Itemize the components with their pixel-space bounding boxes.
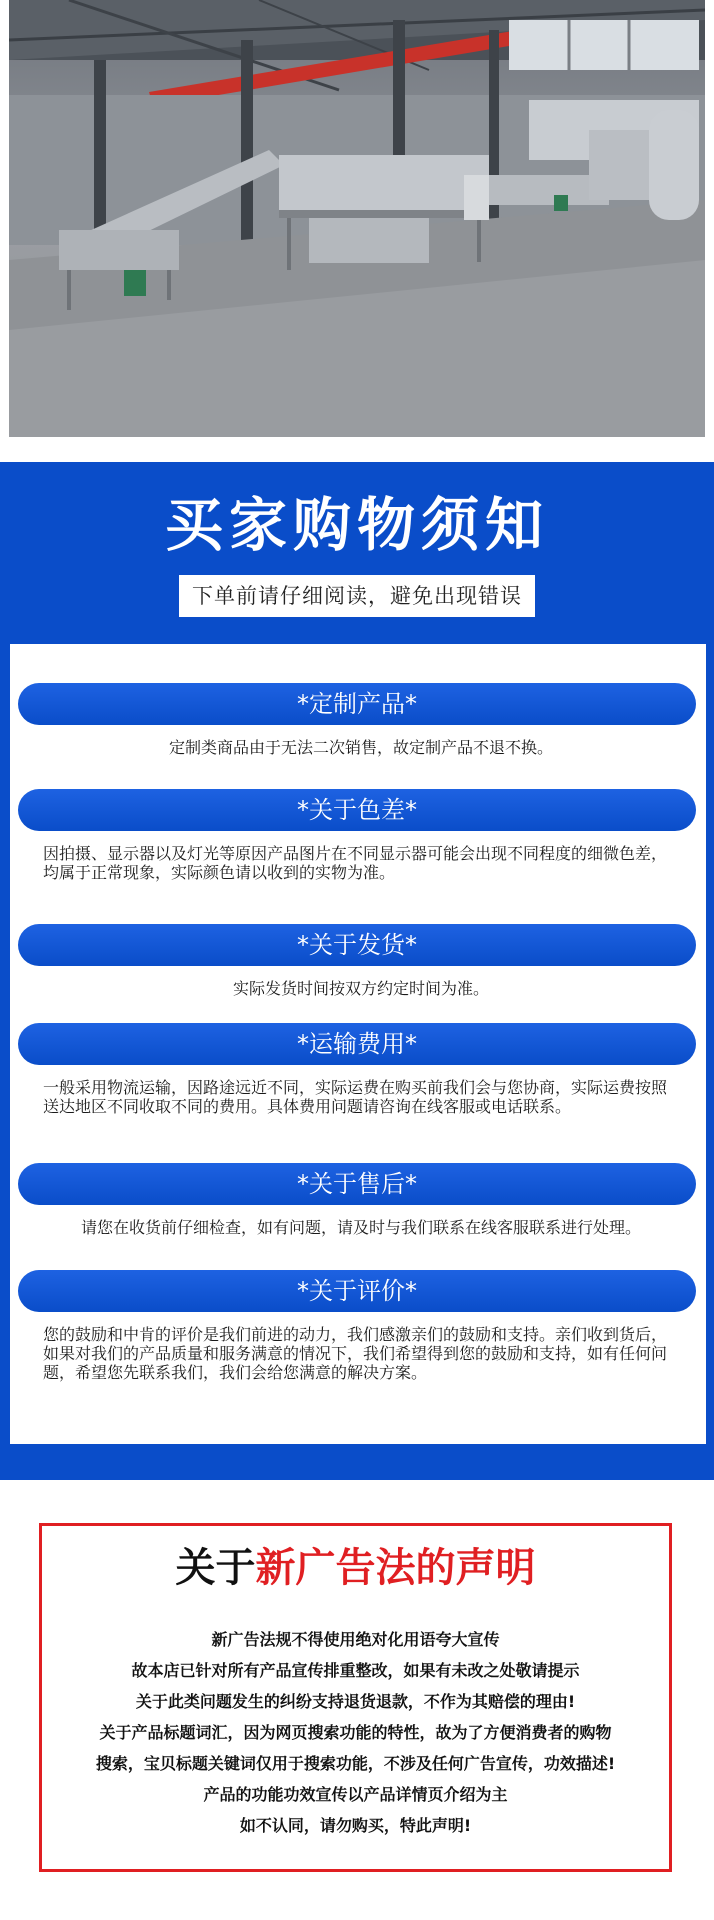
declaration-line: 新广告法规不得使用绝对化用语夸大宣传	[211, 1630, 500, 1649]
section-text-color-difference: 因拍摄、显示器以及灯光等原因产品图片在不同显示器可能会出现不同程度的细微色差，均属于正常现象，实际颜色请以收到的实物为准。	[43, 844, 668, 882]
section-heading-after-sales: *关于售后*	[18, 1163, 696, 1205]
notice-subtitle: 下单前请仔细阅读，避免出现错误	[179, 575, 535, 617]
section-text-shipping-cost: 一般采用物流运输，因路途远近不同，实际运费在购买前我们会与您协商，实际运费按照送达地区不同收取不同的费用。具体费用问题请咨询在线客服或电话联系。	[43, 1078, 668, 1116]
notice-title: 买家购物须知	[164, 491, 549, 559]
declaration-line: 产品的功能功效宣传以产品详情页介绍为主	[203, 1785, 508, 1804]
section-heading-reviews: *关于评价*	[18, 1270, 696, 1312]
declaration-line: 如不认同，请勿购买，特此声明!	[239, 1816, 472, 1835]
notice-card	[10, 644, 706, 1444]
product-photo	[9, 0, 705, 437]
declaration-line: 搜索，宝贝标题关键词仅用于搜索功能，不涉及任何广告宣传，功效描述!	[95, 1754, 616, 1773]
buyer-notice-section	[0, 462, 714, 1480]
declaration-title-prefix: 关于	[175, 1545, 256, 1591]
section-heading-custom-products: *定制产品*	[18, 683, 696, 725]
section-text-custom-products: 定制类商品由于无法二次销售，故定制产品不退不换。	[168, 738, 553, 757]
section-text-after-sales: 请您在收货前仔细检查，如有问题，请及时与我们联系在线客服联系进行处理。	[80, 1218, 641, 1237]
declaration-line: 故本店已针对所有产品宣传排重整改，如果有未改之处敬请提示	[131, 1661, 580, 1680]
declaration-title-highlight: 新广告法的声明	[255, 1545, 536, 1591]
section-text-shipping: 实际发货时间按双方约定时间为准。	[232, 979, 489, 998]
factory-production-line-image	[9, 0, 705, 437]
section-heading-color-difference: *关于色差*	[18, 789, 696, 831]
section-text-reviews: 您的鼓励和中肯的评价是我们前进的动力，我们感激亲们的鼓励和支持。亲们收到货后，如果对我们的产品质量和服务满意的情况下，我们希望得到您的鼓励和支持，如有任何问题，希望您先联系我们，我们会给您满意的解决方案。	[43, 1325, 668, 1382]
declaration-lines	[42, 1624, 669, 1841]
ad-law-declaration	[39, 1523, 672, 1872]
declaration-line: 关于此类问题发生的纠纷支持退货退款，不作为其赔偿的理由!	[135, 1692, 576, 1711]
declaration-line: 关于产品标题词汇，因为网页搜索功能的特性，故为了方便消费者的购物	[99, 1723, 612, 1742]
section-heading-shipping: *关于发货*	[18, 924, 696, 966]
section-heading-shipping-cost: *运输费用*	[18, 1023, 696, 1065]
declaration-title	[42, 1536, 669, 1600]
